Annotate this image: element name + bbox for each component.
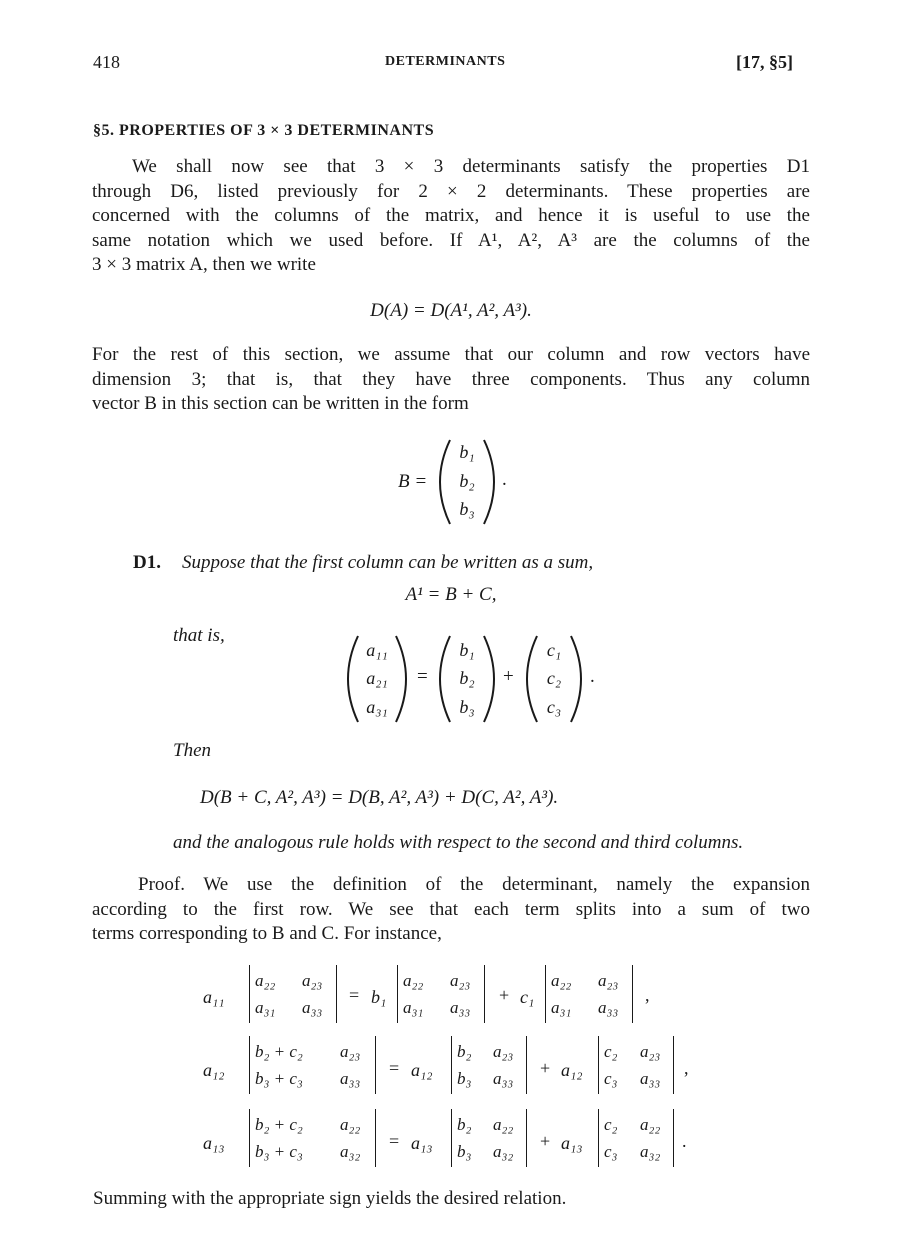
row-end: , — [684, 1058, 689, 1078]
det-cell: b₂ — [457, 1115, 472, 1134]
d1-eq-sum: A¹ = B + C, — [405, 584, 497, 605]
rest-line: dimension 3; that is, that they have three components. Thus any column — [92, 368, 810, 390]
det-bar — [598, 1109, 599, 1167]
coefficient: c₁ — [520, 987, 535, 1007]
equals-sign: = — [417, 666, 428, 687]
vector-entry: c₃ — [546, 697, 562, 717]
det-cell: b₃ + c₃ — [255, 1142, 303, 1161]
section-title: §5. PROPERTIES OF 3 × 3 DETERMINANTS — [93, 122, 435, 139]
intro-line: We shall now see that 3 × 3 determinants satisfy the properties D1 — [132, 156, 810, 177]
det-cell: a₂₃ — [493, 1042, 514, 1061]
determinant — [598, 1036, 674, 1094]
plus-sign: + — [499, 985, 510, 1005]
coefficient: a₁₂ — [561, 1060, 583, 1080]
coefficient: b₁ — [371, 987, 387, 1007]
d1-eq-then: D(B + C, A², A³) = D(B, A², A³) + D(C, A², A³). — [200, 787, 559, 808]
det-cell: c₂ — [604, 1042, 618, 1061]
intro-paragraph — [92, 155, 810, 278]
det-cell: a₃₃ — [640, 1069, 661, 1088]
coefficient: a₁₃ — [561, 1133, 583, 1153]
rest-line: vector B in this section can be written in the form — [92, 393, 469, 414]
det-cell: c₂ — [604, 1115, 618, 1134]
det-cell: b₂ + c₂ — [255, 1115, 303, 1134]
determinant — [249, 1109, 376, 1167]
det-cell: a₂₂ — [493, 1115, 514, 1134]
det-cell: b₂ — [457, 1042, 472, 1061]
det-bar — [526, 1109, 527, 1167]
intro-line: 3 × 3 matrix A, then we write — [92, 254, 316, 275]
det-bar — [397, 965, 398, 1023]
det-bar — [545, 965, 546, 1023]
det-cell: a₃₁ — [255, 998, 276, 1017]
det-cell: a₂₂ — [640, 1115, 661, 1134]
det-bar — [336, 965, 337, 1023]
determinant — [249, 1036, 376, 1094]
coefficient: a₁₂ — [411, 1060, 433, 1080]
det-cell: a₃₃ — [340, 1069, 361, 1088]
intro-line: same notation which we used before. If A¹, A², A³ are the columns of the — [92, 229, 810, 251]
determinant — [249, 965, 337, 1023]
equals-sign: = — [389, 1058, 400, 1078]
page-number: 418 — [93, 52, 120, 72]
intro-line: through D6, listed previously for 2 × 2 determinants. These properties are — [92, 180, 810, 202]
det-cell: a₂₃ — [598, 971, 619, 990]
determinant — [451, 1109, 527, 1167]
plus-sign: + — [540, 1131, 551, 1151]
det-cell: a₂₂ — [340, 1115, 361, 1134]
det-cell: a₃₂ — [640, 1142, 661, 1161]
determinant — [545, 965, 633, 1023]
vector-b — [432, 634, 502, 724]
det-bar — [526, 1036, 527, 1094]
vector-entry: c₁ — [546, 640, 562, 660]
vector-c — [519, 634, 589, 724]
running-title: DETERMINANTS — [385, 54, 506, 69]
det-bar — [249, 1109, 250, 1167]
d1-label: D1. — [133, 552, 161, 573]
det-cell: a₂₂ — [403, 971, 424, 990]
det-bar — [632, 965, 633, 1023]
det-cell: a₂₂ — [551, 971, 572, 990]
det-bar — [598, 1036, 599, 1094]
coefficient: a₁₃ — [411, 1133, 433, 1153]
det-bar — [451, 1036, 452, 1094]
det-cell: a₂₃ — [340, 1042, 361, 1061]
equation-DA: D(A) = D(A¹, A², A³). — [370, 300, 532, 321]
det-cell: a₃₃ — [493, 1069, 514, 1088]
section-ref: [17, §5] — [736, 52, 793, 72]
det-bar — [451, 1109, 452, 1167]
det-cell: b₃ — [457, 1069, 472, 1088]
d1-then: Then — [173, 740, 211, 761]
det-cell: a₂₃ — [302, 971, 323, 990]
d1-that-is: that is, — [173, 625, 225, 646]
vector-a — [340, 634, 410, 724]
det-bar — [375, 1109, 376, 1167]
d1-analogous: and the analogous rule holds with respect to the second and third columns. — [173, 832, 744, 853]
determinant — [397, 965, 485, 1023]
vector-entry: b₂ — [459, 471, 475, 491]
det-cell: a₃₂ — [493, 1142, 514, 1161]
vector-B-lhs: B = — [398, 471, 428, 492]
proof-line: terms corresponding to B and C. For instance, — [92, 923, 442, 944]
vector-entry: b₂ — [459, 668, 475, 688]
determinant — [598, 1109, 674, 1167]
det-cell: b₃ — [457, 1142, 472, 1161]
row-end: . — [682, 1131, 687, 1151]
vector-entry: a₃₁ — [366, 697, 388, 717]
vector-entry: b₃ — [459, 697, 475, 717]
det-cell: a₂₂ — [255, 971, 276, 990]
det-bar — [249, 1036, 250, 1094]
vector-B — [432, 438, 502, 526]
intro-line: concerned with the columns of the matrix, and hence it is useful to use the — [92, 205, 810, 226]
rest-line: For the rest of this section, we assume that our column and row vectors have — [92, 344, 810, 365]
det-cell: a₃₁ — [403, 998, 424, 1017]
det-bar — [375, 1036, 376, 1094]
vector-entry: a₁₁ — [366, 640, 388, 660]
determinant — [451, 1036, 527, 1094]
det-cell: b₃ + c₃ — [255, 1069, 303, 1088]
det-cell: a₂₃ — [450, 971, 471, 990]
det-cell: a₂₃ — [640, 1042, 661, 1061]
vector-B-end: . — [502, 469, 507, 490]
det-cell: a₃₃ — [450, 998, 471, 1017]
det-cell: a₃₃ — [598, 998, 619, 1017]
equals-sign: = — [349, 985, 360, 1005]
det-cell: a₃₁ — [551, 998, 572, 1017]
row-end: , — [645, 985, 650, 1005]
det-bar — [673, 1036, 674, 1094]
vector-entry: a₂₁ — [366, 668, 388, 688]
vector-entry: c₂ — [546, 668, 562, 688]
proof-conclusion: Summing with the appropriate sign yields the desired relation. — [93, 1188, 567, 1209]
det-cell: c₃ — [604, 1142, 618, 1161]
det-cell: b₂ + c₂ — [255, 1042, 303, 1061]
det-bar — [249, 965, 250, 1023]
det-cell: a₃₂ — [340, 1142, 361, 1161]
vector-end: . — [590, 666, 595, 687]
equals-sign: = — [389, 1131, 400, 1151]
vector-entry: b₁ — [459, 442, 475, 462]
proof-line: Proof. We use the definition of the determinant, namely the expansion — [138, 874, 810, 895]
proof-line: according to the first row. We see that each term splits into a sum of two — [92, 898, 810, 920]
det-bar — [484, 965, 485, 1023]
det-cell: a₃₃ — [302, 998, 323, 1017]
det-bar — [673, 1109, 674, 1167]
coefficient: a₁₃ — [203, 1133, 225, 1153]
det-cell: c₃ — [604, 1069, 618, 1088]
vector-entry: b₃ — [459, 499, 475, 519]
rest-paragraph — [92, 343, 810, 417]
coefficient: a₁₂ — [203, 1060, 225, 1080]
vector-entry: b₁ — [459, 640, 475, 660]
plus-sign: + — [540, 1058, 551, 1078]
plus-sign: + — [503, 666, 514, 687]
d1-statement: Suppose that the first column can be written as a sum, — [182, 552, 594, 573]
coefficient: a₁₁ — [203, 987, 225, 1007]
proof-paragraph — [92, 873, 810, 947]
